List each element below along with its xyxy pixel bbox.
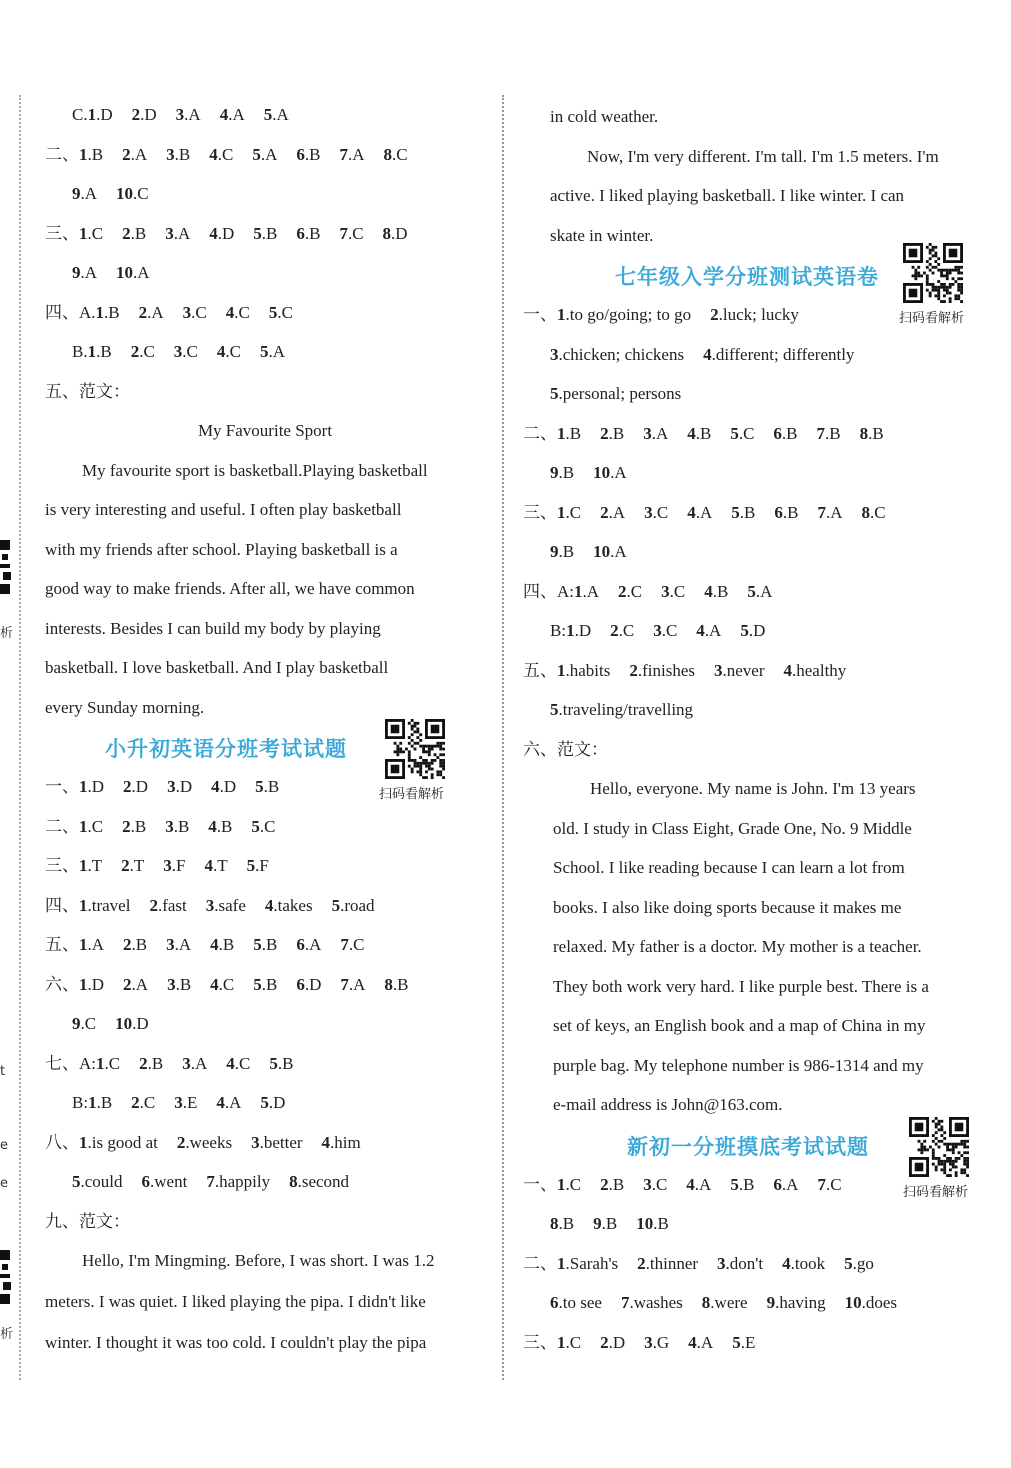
- answer-row: [45, 214, 485, 254]
- answer-item: 4.D: [209, 223, 235, 243]
- answer-item: 6.B: [296, 144, 321, 164]
- answer-item: 10.does: [844, 1293, 898, 1312]
- section-number: 六、: [45, 974, 79, 994]
- answer-item: 2.luck; lucky: [710, 305, 799, 324]
- answer-item: 2.A: [600, 502, 626, 522]
- answer-item: 2.B: [122, 223, 147, 243]
- answer-row: [45, 886, 485, 926]
- answer-item: A:1.A: [557, 581, 600, 601]
- essay-line: skate in winter.: [550, 225, 654, 245]
- answer-item: 5.go: [844, 1253, 874, 1273]
- answer-item: 4.different; differently: [703, 344, 855, 364]
- answer-row: [45, 174, 485, 214]
- answer-item: 2.D: [123, 777, 149, 796]
- answer-item: B:1.D: [550, 621, 592, 640]
- essay-line: Now, I'm very different. I'm tall. I'm 1.5 meters. I'm: [587, 146, 939, 166]
- edge-qr-code-fragment: [0, 538, 13, 598]
- answer-item: 5.B: [731, 502, 756, 522]
- answer-item: 8.C: [861, 502, 886, 522]
- qr-code-icon: [903, 243, 963, 303]
- answer-item: 8.B: [550, 1214, 575, 1233]
- essay-line: School. I like reading because I can learn a lot from: [553, 858, 905, 877]
- answer-item: 6.to see: [550, 1293, 602, 1312]
- answer-row: [523, 532, 968, 572]
- section-number: 五、范文：: [45, 381, 130, 401]
- answer-item: 3.B: [165, 816, 190, 836]
- answer-item: 4.C: [210, 974, 235, 994]
- answer-item: 10.D: [115, 1014, 149, 1033]
- answer-item: 5.B: [253, 935, 278, 954]
- answer-item: 1.C: [557, 1332, 582, 1352]
- answer-item: 5.traveling/travelling: [550, 700, 694, 719]
- answer-item: 3.C: [182, 302, 207, 322]
- answer-item: 4.him: [321, 1132, 361, 1152]
- answer-row: [523, 453, 968, 493]
- essay-line: in cold weather.: [550, 107, 659, 126]
- essay-lines: [45, 490, 485, 727]
- answer-item: 1.D: [79, 777, 105, 796]
- answer-block: [45, 95, 485, 411]
- answer-item: 2.B: [123, 935, 148, 954]
- answer-item: 1.D: [79, 974, 105, 994]
- answer-row: [523, 1283, 968, 1323]
- column-divider: [502, 95, 504, 1380]
- answer-item: 1.B: [557, 423, 582, 443]
- answer-item: 4.healthy: [783, 660, 847, 680]
- answer-item: A.1.B: [79, 302, 120, 322]
- answer-row: [523, 1323, 968, 1363]
- essay-line: My favourite sport is basketball.Playing basketball: [82, 460, 428, 480]
- answer-item: 2.thinner: [637, 1253, 699, 1273]
- answer-item: 10.B: [636, 1214, 669, 1233]
- section-number: 一、: [45, 777, 79, 796]
- essay-line: set of keys, an English book and a map of China in my: [553, 1016, 926, 1035]
- answer-item: 3.A: [182, 1053, 208, 1073]
- answer-item: 2.C: [131, 1093, 156, 1112]
- essay-line: Hello, everyone. My name is John. I'm 13 years: [590, 779, 916, 798]
- section-number: 二、: [523, 1253, 557, 1273]
- answer-item: 1.travel: [79, 895, 131, 915]
- answer-row: [523, 414, 968, 454]
- answer-item: 4.A: [686, 1174, 712, 1194]
- answer-item: 2.D: [600, 1332, 626, 1352]
- answer-item: 8.B: [384, 974, 409, 994]
- answer-item: 7.B: [816, 423, 841, 443]
- section-number: 三、: [45, 223, 79, 243]
- essay-line: active. I liked playing basketball. I like winter. I can: [550, 186, 905, 205]
- answer-row: [45, 767, 485, 807]
- answer-item: 9.B: [550, 542, 575, 561]
- answer-item: 4.took: [782, 1253, 826, 1273]
- section-number: 二、: [523, 423, 557, 443]
- answer-item: 2.C: [610, 621, 635, 640]
- section-number: 七、: [45, 1053, 79, 1073]
- essay-paragraph: [45, 1241, 485, 1363]
- answer-item: 3.C: [661, 581, 686, 601]
- qr-label: 扫码看解析: [379, 787, 445, 802]
- answer-item: 8.were: [701, 1293, 748, 1312]
- answer-row: [523, 690, 968, 730]
- answer-item: 5.F: [246, 856, 269, 875]
- answer-row: [523, 374, 968, 414]
- essay-paragraph: [45, 451, 485, 728]
- section-number: 四、: [45, 895, 79, 915]
- answer-item: 1.T: [79, 856, 103, 875]
- binding-edge-line: [19, 95, 21, 1380]
- answer-item: 2.T: [121, 856, 145, 875]
- essay-paragraph: [523, 137, 968, 256]
- answer-item: 10.C: [116, 184, 149, 203]
- answer-item: 6.B: [773, 423, 798, 443]
- section-number: 八、: [45, 1132, 79, 1152]
- answer-item: 4.A: [688, 1332, 714, 1352]
- answer-item: 2.D: [131, 105, 157, 124]
- answer-item: 3.A: [165, 223, 191, 243]
- essay-line: books. I also like doing sports because it makes me: [553, 897, 902, 917]
- answer-item: 9.having: [766, 1293, 826, 1312]
- answer-block: [45, 767, 485, 1241]
- essay-line: winter. I thought it was too cold. I couldn't play the pipa: [45, 1332, 427, 1352]
- answer-item: 3.F: [163, 856, 186, 875]
- answer-item: 3.safe: [205, 895, 246, 915]
- answer-item: 4.A: [696, 621, 722, 640]
- answer-item: 7.washes: [620, 1293, 683, 1312]
- edge-text-fragment: e: [0, 1138, 8, 1153]
- answer-item: 3.G: [644, 1332, 670, 1352]
- answer-item: 8.B: [859, 423, 884, 443]
- answer-row: [45, 1123, 485, 1163]
- answer-item: 5.B: [255, 777, 280, 796]
- answer-item: 8.second: [289, 1172, 350, 1191]
- section-number: 四、: [45, 302, 79, 322]
- answer-item: 4.A: [687, 502, 713, 522]
- edge-qr-code-fragment: [0, 1248, 13, 1308]
- answer-item: 2.B: [600, 1174, 625, 1194]
- essay-line: good way to make friends. After all, we have common: [45, 579, 415, 598]
- answer-item: 5.A: [747, 581, 773, 601]
- answer-row: [45, 372, 485, 412]
- answer-block: [523, 295, 968, 769]
- answer-item: 6.B: [296, 223, 321, 243]
- answer-row: [523, 730, 968, 770]
- answer-item: 1.Sarah's: [557, 1253, 619, 1273]
- answer-item: 9.B: [550, 463, 575, 482]
- answer-item: 8.C: [383, 144, 408, 164]
- answer-item: 5.A: [259, 342, 285, 361]
- answer-item: 3.A: [166, 935, 192, 954]
- answer-item: 2.finishes: [629, 660, 695, 680]
- answer-item: 4.A: [216, 1093, 242, 1112]
- left-column: [45, 95, 485, 1363]
- answer-item: 7.A: [340, 974, 366, 994]
- answer-row: [523, 1165, 968, 1205]
- essay-line: interests. Besides I can build my body by playing: [45, 618, 381, 638]
- answer-row: [523, 572, 968, 612]
- section-number: 二、: [45, 144, 79, 164]
- answer-item: 7.A: [339, 144, 365, 164]
- answer-item: 2.weeks: [176, 1132, 233, 1152]
- edge-text-fragment: 析: [0, 1327, 14, 1342]
- section-number: 六、范文：: [523, 739, 608, 759]
- answer-item: 5.C: [268, 302, 293, 322]
- answer-row: [45, 1004, 485, 1044]
- answer-item: 4.C: [209, 144, 234, 164]
- essay-line: is very interesting and useful. I often play basketball: [45, 500, 402, 519]
- answer-item: 5.E: [732, 1332, 756, 1352]
- answer-item: 1.to go/going; to go: [557, 305, 692, 324]
- answer-item: 3.C: [644, 502, 669, 522]
- qr-label: 扫码看解析: [903, 1184, 969, 1200]
- answer-row: [45, 965, 485, 1005]
- answer-row: [523, 335, 968, 375]
- answer-item: 2.C: [130, 342, 155, 361]
- answer-item: A:1.C: [79, 1053, 121, 1073]
- answer-item: 10.A: [593, 463, 627, 482]
- answer-row: [45, 135, 485, 175]
- answer-row: [45, 95, 485, 135]
- answer-item: 3.A: [643, 423, 669, 443]
- answer-row: [45, 1202, 485, 1242]
- qr-pattern: [903, 243, 963, 303]
- answer-item: 1.is good at: [79, 1132, 158, 1152]
- essay-lines: [523, 176, 968, 255]
- qr-label: 扫码看解析: [899, 311, 965, 326]
- answer-item: 2.A: [122, 144, 148, 164]
- answer-item: 10.A: [116, 263, 150, 282]
- essay-line: relaxed. My father is a doctor. My mother is a teacher.: [553, 937, 922, 956]
- answer-row: [45, 925, 485, 965]
- section-title: 新初一分班摸底考试试题: [627, 1134, 869, 1159]
- answer-item: 2.B: [600, 423, 625, 443]
- answer-item: 9.B: [593, 1214, 618, 1233]
- essay-line: basketball. I love basketball. And I play basketball: [45, 658, 389, 677]
- answer-block: [523, 1165, 968, 1363]
- answer-item: 5.B: [253, 974, 278, 994]
- essay-line: every Sunday morning.: [45, 697, 205, 717]
- essay-line: with my friends after school. Playing basketball is a: [45, 539, 398, 559]
- answer-item: 3.D: [167, 777, 193, 796]
- answer-item: 6.B: [774, 502, 799, 522]
- section-number: 三、: [523, 1332, 557, 1352]
- answer-item: 9.A: [72, 184, 98, 203]
- answer-item: 1.C: [79, 816, 104, 836]
- answer-item: 4.C: [216, 342, 241, 361]
- answer-item: 7.C: [339, 223, 364, 243]
- answer-item: 3.chicken; chickens: [550, 344, 685, 364]
- edge-text-fragment: e: [0, 1176, 8, 1191]
- section-number: 一、: [523, 305, 557, 324]
- answer-item: 1.B: [79, 144, 104, 164]
- essay-line: e-mail address is John@163.com.: [553, 1095, 783, 1114]
- answer-item: 5.A: [263, 105, 289, 124]
- answer-item: 5.personal; persons: [550, 384, 682, 403]
- essay-title: My Favourite Sport: [197, 421, 333, 440]
- answer-item: 5.B: [269, 1053, 294, 1073]
- edge-text-fragment: t: [0, 1064, 6, 1079]
- answer-item: 3.B: [167, 974, 192, 994]
- answer-item: 9.A: [72, 263, 98, 282]
- answer-item: 3.better: [251, 1132, 303, 1152]
- answer-row: [523, 1244, 968, 1284]
- answer-item: 5.B: [253, 223, 278, 243]
- answer-row: [45, 807, 485, 847]
- answer-item: 5.B: [730, 1174, 755, 1194]
- answer-item: 6.A: [773, 1174, 799, 1194]
- answer-item: 4.B: [687, 423, 712, 443]
- answer-item: 4.A: [219, 105, 245, 124]
- answer-item: B.1.B: [72, 342, 112, 361]
- answer-item: 2.B: [122, 816, 147, 836]
- answer-item: 3.C: [643, 1174, 668, 1194]
- answer-item: 1.C: [557, 1174, 582, 1194]
- answer-item: 6.D: [296, 974, 322, 994]
- section-title: 小升初英语分班考试试题: [105, 737, 347, 761]
- answer-item: 2.fast: [149, 895, 187, 915]
- answer-row: [45, 293, 485, 333]
- section-number: 四、: [523, 581, 557, 601]
- answer-row: [45, 332, 485, 372]
- answer-item: 10.A: [593, 542, 627, 561]
- answer-item: 2.C: [618, 581, 643, 601]
- essay-lines: [553, 809, 968, 1125]
- answer-item: 4.B: [210, 935, 235, 954]
- answer-row: [45, 253, 485, 293]
- essay-paragraph: [523, 769, 968, 1125]
- answer-row: [523, 295, 968, 335]
- answer-item: 5.D: [260, 1093, 286, 1112]
- answer-item: 5.D: [740, 621, 766, 640]
- right-column: [523, 97, 968, 1362]
- answer-item: 3.E: [174, 1093, 198, 1112]
- answer-item: 7.C: [817, 1174, 842, 1194]
- answer-item: 5.A: [252, 144, 278, 164]
- answer-row: [45, 1083, 485, 1123]
- answer-item: 2.B: [139, 1053, 164, 1073]
- edge-text-fragment: 析: [0, 626, 14, 641]
- section-number: 一、: [523, 1174, 557, 1194]
- answer-item: 7.C: [340, 935, 365, 954]
- answer-item: 6.went: [141, 1172, 188, 1191]
- answer-item: 7.happily: [206, 1172, 271, 1191]
- answer-item: 3.never: [714, 660, 765, 680]
- answer-item: 3.C: [653, 621, 678, 640]
- answer-item: 2.A: [123, 974, 149, 994]
- answer-item: 4.C: [226, 1053, 251, 1073]
- answer-item: B:1.B: [72, 1093, 113, 1112]
- answer-item: 5.C: [730, 423, 755, 443]
- answer-item: 3.A: [175, 105, 201, 124]
- section-title: 七年级入学分班测试英语卷: [615, 265, 879, 289]
- answer-item: 5.could: [72, 1172, 123, 1191]
- answer-row: [45, 846, 485, 886]
- answer-row: [523, 493, 968, 533]
- answer-item: 4.T: [204, 856, 228, 875]
- section-number: 三、: [523, 502, 557, 522]
- answer-item: 5.road: [331, 895, 375, 915]
- answer-row: [523, 611, 968, 651]
- answer-item: 5.C: [251, 816, 276, 836]
- answer-item: 4.B: [704, 581, 729, 601]
- answer-item: 1.A: [79, 935, 105, 954]
- answer-item: 1.C: [79, 223, 104, 243]
- answer-item: 8.D: [382, 223, 408, 243]
- section-number: 五、: [45, 935, 79, 954]
- answer-item: 4.C: [225, 302, 250, 322]
- essay-line: They both work very hard. I like purple best. There is a: [553, 976, 929, 996]
- answer-item: 1.habits: [557, 660, 611, 680]
- answer-item: 3.don't: [717, 1253, 764, 1273]
- answer-row: [523, 1204, 968, 1244]
- essay-line: purple bag. My telephone number is 986-1314 and my: [553, 1055, 924, 1075]
- essay-line: meters. I was quiet. I liked playing the pipa. I didn't like: [45, 1291, 426, 1311]
- answer-row: [523, 651, 968, 691]
- section-number: 九、范文：: [45, 1211, 130, 1231]
- section-number: 三、: [45, 856, 79, 875]
- answer-item: 9.C: [72, 1014, 97, 1033]
- answer-item: 1.C: [557, 502, 582, 522]
- essay-line: old. I study in Class Eight, Grade One, No. 9 Middle: [553, 818, 912, 838]
- answer-item: 6.A: [296, 935, 322, 954]
- answer-item: 7.A: [817, 502, 843, 522]
- answer-item: 2.A: [138, 302, 164, 322]
- section-number: 五、: [523, 660, 557, 680]
- answer-item: 3.B: [166, 144, 191, 164]
- answer-row: [45, 1044, 485, 1084]
- section-number: 二、: [45, 816, 79, 836]
- answer-item: 4.D: [211, 777, 237, 796]
- answer-item: 4.B: [208, 816, 233, 836]
- essay-line: Hello, I'm Mingming. Before, I was short. I was 1.2: [82, 1251, 435, 1270]
- answer-item: 4.takes: [264, 895, 313, 915]
- answer-item: 3.C: [173, 342, 198, 361]
- answer-row: [45, 1162, 485, 1202]
- answer-item: C.1.D: [72, 105, 113, 124]
